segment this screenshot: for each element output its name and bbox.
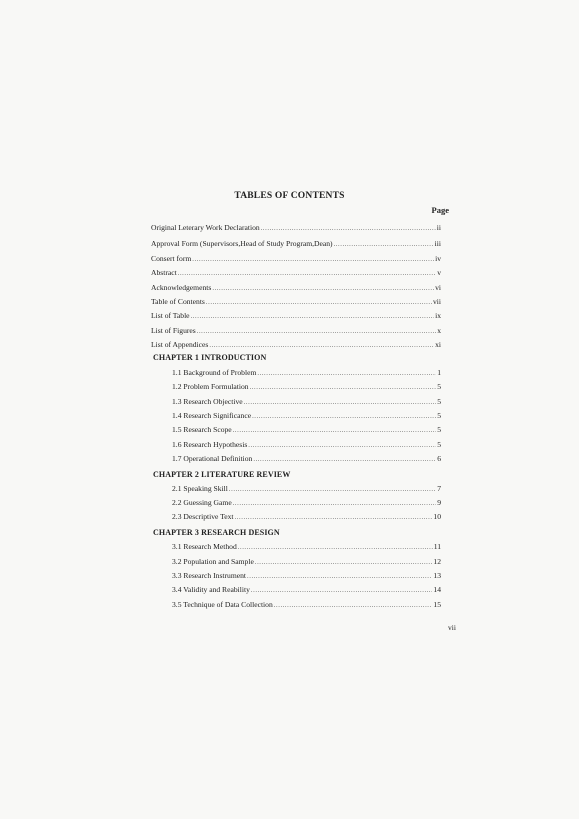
- toc-entry-label: List of Appendices: [151, 340, 209, 349]
- toc-entry-page: 13: [433, 571, 441, 580]
- toc-entry-page: 6: [437, 454, 441, 463]
- chapter-item-entry: [172, 454, 441, 465]
- footer-page-number: vii: [448, 623, 456, 632]
- toc-entry-label: Acknowledgements: [151, 283, 212, 292]
- dot-leader: [191, 312, 435, 322]
- dot-leader: [250, 383, 437, 393]
- toc-entry-label: 1.5 Research Scope: [172, 425, 232, 434]
- toc-entry-page: 5: [437, 440, 441, 449]
- toc-entry-page: 7: [437, 484, 441, 493]
- toc-entry-label: 3.5 Technique of Data Collection: [172, 600, 273, 609]
- dot-leader: [334, 240, 434, 250]
- toc-entry-label: Approval Form (Supervisors,Head of Study Program,Dean): [151, 239, 333, 248]
- toc-entry-page: 5: [437, 382, 441, 391]
- chapter-item-entry: [172, 425, 441, 436]
- toc-entry-label: 2.3 Descriptive Text: [172, 512, 234, 521]
- front-matter-entry: [151, 340, 441, 351]
- toc-entry-label: 1.4 Research Significance: [172, 411, 252, 420]
- front-matter-entry: [151, 254, 441, 265]
- toc-entry-label: 2.1 Speaking Skill: [172, 484, 228, 493]
- toc-entry-page: 14: [433, 585, 441, 594]
- toc-entry-label: 1.6 Research Hypothesis: [172, 440, 248, 449]
- chapter-item-entry: [172, 397, 441, 408]
- front-matter-entry: [151, 326, 441, 337]
- chapter-item-entry: [172, 542, 441, 553]
- chapter-item-entry: [172, 382, 441, 393]
- chapter-heading: CHAPTER 1 INTRODUCTION: [153, 353, 267, 362]
- toc-entry-page: 9: [437, 498, 441, 507]
- dot-leader: [235, 513, 433, 523]
- toc-entry-page: 1: [437, 368, 441, 377]
- chapter-item-entry: [172, 571, 441, 582]
- dot-leader: [274, 601, 433, 611]
- toc-entry-label: Table of Contents: [151, 297, 205, 306]
- front-matter-entry: [151, 297, 441, 308]
- toc-entry-page: 10: [433, 512, 441, 521]
- front-matter-entry: [151, 311, 441, 322]
- toc-entry-page: 11: [433, 542, 441, 551]
- toc-entry-page: iii: [434, 239, 441, 248]
- toc-entry-label: 1.7 Operational Definition: [172, 454, 253, 463]
- dot-leader: [238, 543, 433, 553]
- dot-leader: [192, 255, 434, 265]
- dot-leader: [251, 586, 433, 596]
- toc-entry-page: 5: [437, 411, 441, 420]
- chapter-item-entry: [172, 484, 441, 495]
- chapter-item-entry: [172, 411, 441, 422]
- dot-leader: [253, 455, 436, 465]
- toc-entry-page: 15: [433, 600, 441, 609]
- dot-leader: [209, 341, 434, 351]
- dot-leader: [244, 398, 437, 408]
- chapter-item-entry: [172, 600, 441, 611]
- toc-entry-label: 3.4 Validity and Reability: [172, 585, 250, 594]
- toc-entry-label: 1.3 Research Objective: [172, 397, 243, 406]
- dot-leader: [248, 441, 436, 451]
- toc-entry-page: v: [437, 268, 441, 277]
- chapter-item-entry: [172, 498, 441, 509]
- toc-entry-label: Abstract: [151, 268, 177, 277]
- dot-leader: [255, 558, 433, 568]
- toc-entry-label: 3.2 Population and Sample: [172, 557, 254, 566]
- front-matter-entry: [151, 223, 441, 234]
- dot-leader: [229, 485, 436, 495]
- toc-entry-label: 3.3 Research Instrument: [172, 571, 247, 580]
- toc-entry-label: List of Figures: [151, 326, 196, 335]
- dot-leader: [206, 298, 432, 308]
- chapter-heading: CHAPTER 2 LITERATURE REVIEW: [153, 470, 291, 479]
- front-matter-entry: [151, 283, 441, 294]
- page-title: TABLES OF CONTENTS: [234, 191, 345, 201]
- toc-entry-label: 1.2 Problem Formulation: [172, 382, 249, 391]
- toc-entry-page: ix: [435, 311, 441, 320]
- front-matter-entry: [151, 239, 441, 250]
- chapter-item-entry: [172, 557, 441, 568]
- toc-entry-page: ii: [436, 223, 441, 232]
- dot-leader: [261, 224, 436, 234]
- chapter-item-entry: [172, 585, 441, 596]
- toc-entry-label: 1.1 Background of Problem: [172, 368, 257, 377]
- toc-entry-label: 2.2 Guessing Game: [172, 498, 232, 507]
- dot-leader: [233, 499, 437, 509]
- toc-entry-page: 5: [437, 397, 441, 406]
- toc-entry-label: 3.1 Research Method: [172, 542, 237, 551]
- toc-entry-page: 5: [437, 425, 441, 434]
- dot-leader: [178, 269, 436, 279]
- toc-entry-page: 12: [433, 557, 441, 566]
- page-column-header: Page: [431, 205, 449, 215]
- chapter-heading: CHAPTER 3 RESEARCH DESIGN: [153, 528, 280, 537]
- dot-leader: [257, 369, 436, 379]
- dot-leader: [252, 412, 436, 422]
- dot-leader: [197, 327, 436, 337]
- chapter-item-entry: [172, 512, 441, 523]
- dot-leader: [247, 572, 432, 582]
- toc-entry-page: xi: [435, 340, 441, 349]
- toc-entry-page: vi: [435, 283, 441, 292]
- toc-entry-page: vii: [432, 297, 441, 306]
- chapter-item-entry: [172, 368, 441, 379]
- dot-leader: [233, 426, 437, 436]
- toc-entry-label: List of Table: [151, 311, 190, 320]
- dot-leader: [212, 284, 434, 294]
- toc-entry-label: Original Leterary Work Declaration: [151, 223, 260, 232]
- toc-entry-page: x: [437, 326, 441, 335]
- front-matter-entry: [151, 268, 441, 279]
- chapter-item-entry: [172, 440, 441, 451]
- toc-entry-page: iv: [435, 254, 441, 263]
- toc-entry-label: Consert form: [151, 254, 192, 263]
